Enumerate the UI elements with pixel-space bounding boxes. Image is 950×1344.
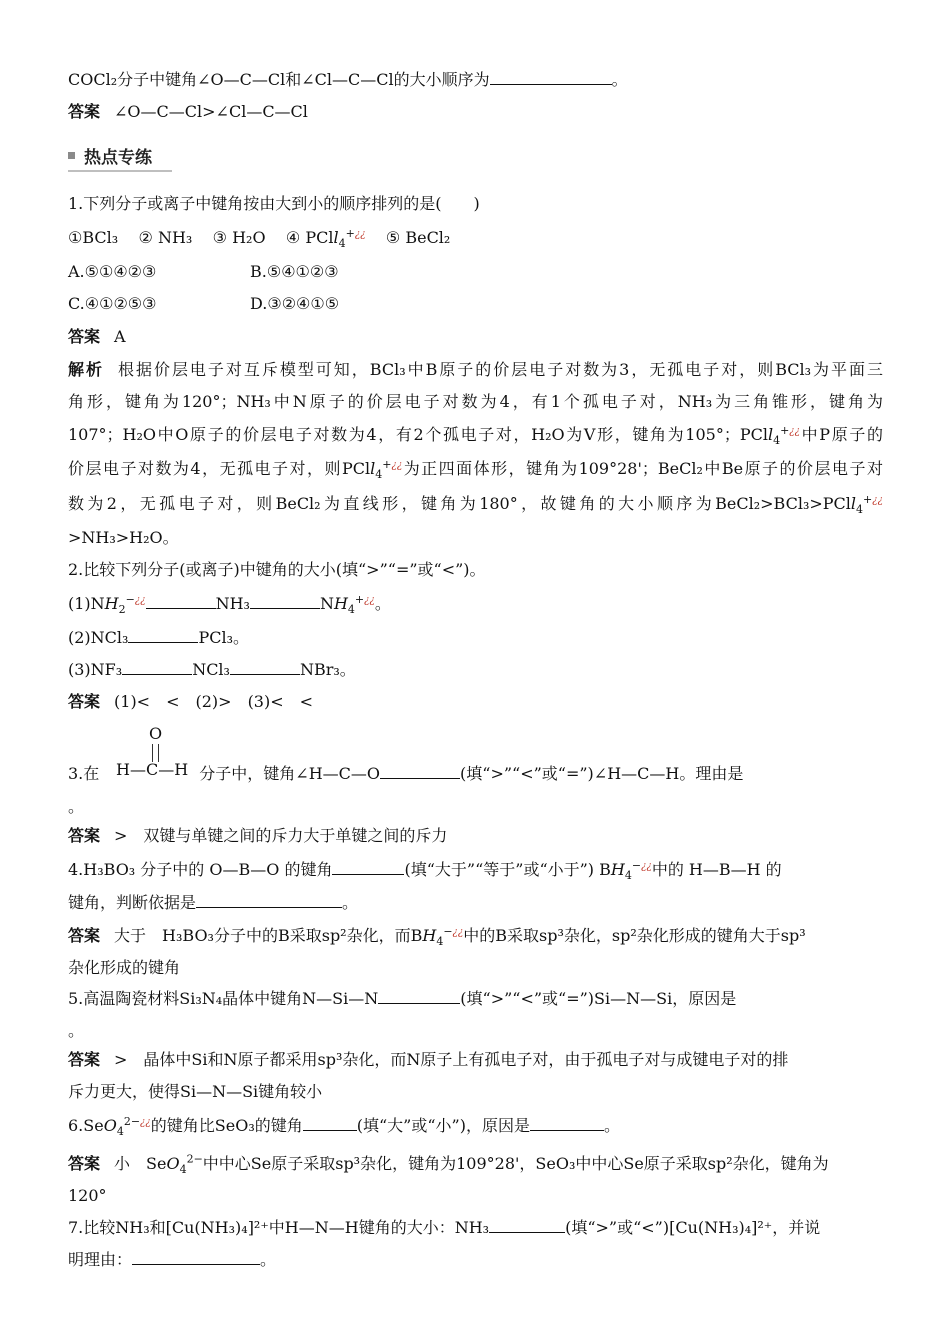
coc-question: COCl₂分子中键角∠O—C—Cl和∠Cl—C—Cl的大小顺序为 。 [68, 70, 628, 89]
q2-answer: 答案 (1)< < (2)> (3)< < [68, 692, 314, 711]
q1-options-ab [68, 262, 883, 282]
q5-stem: 5.高温陶瓷材料Si₃N₄晶体中键角N—Si—N (填“>”“<”或“=”)Si—N—Si，原因是 [68, 989, 737, 1008]
q2-stem: 2.比较下列分子(或离子)中键角的大小(填“>”“=”或“<”)。 [68, 560, 486, 579]
q7-stem: 7.比较NH₃和[Cu(NH₃)₄]²⁺中H—N—H键角的大小：NH₃ (填“>”或“<”)[Cu(NH₃)₄]²⁺，并说 [68, 1218, 821, 1237]
q4-stem: 4.H₃BO₃ 分子中的 O—B—O 的键角 (填“大于”“等于”或“小于”) $BH_4^{-¿¿}$中的 H—B—H 的 [68, 858, 782, 883]
q1-stem: 1.下列分子或离子中键角按由大到小的顺序排列的是( ) [68, 194, 480, 213]
option-a: A.⑤①④②③ [68, 262, 157, 281]
coc-answer: 答案 ∠O—C—Cl>∠Cl—C—Cl [68, 102, 308, 121]
answer-label: 答案 [68, 102, 101, 121]
q6-answer-2: 120° [68, 1186, 107, 1205]
q3-stem-end: 。 [68, 797, 85, 816]
q1-answer: 答案 A [68, 327, 126, 346]
q1-analysis-3: 107°；H₂O中O原子的价层电子对数为4，有2个孤电子对，H₂O为V形，键角为105°；PCll$_4$+¿¿中P原子的 [68, 423, 883, 448]
q4-stem-2: 键角，判断依据是 。 [68, 893, 359, 912]
option-d: D.③②④①⑤ [250, 294, 340, 313]
q5-answer-2: 斥力更大，使得Si—N—Si键角较小 [68, 1082, 323, 1101]
q1-items: ①BCl₃ ② NH₃ ③ H₂O ④ PCll$_4$+¿¿ ⑤ BeCl₂ [68, 226, 451, 251]
q3-stem: 3.在 分子中，键角∠H—C—O (填“>”“<”或“=”)∠H—C—H。理由是 [68, 764, 744, 783]
answer-blank [490, 70, 612, 85]
section-bullet-icon [68, 152, 75, 159]
q1-analysis-4: 价层电子对数为4，无孤电子对，则PCll$_4$+¿¿为正四面体形，键角为109°28'；BeCl₂中Be原子的价层电子对 [68, 457, 883, 482]
q1-analysis-6: >NH₃>H₂O。 [68, 528, 179, 547]
q5-stem-end: 。 [68, 1021, 85, 1040]
q1-analysis-1: 解析 根据价层电子对互斥模型可知，BCl₃中B原子的价层电子对数为3，无孤电子对，则BCl₃为平面三 [68, 360, 883, 379]
q5-answer-1: 答案 > 晶体中Si和N原子都采用sp³杂化，而N原子上有孤电子对，由于孤电子对与成键电子对的排 [68, 1050, 789, 1069]
q1-analysis-5: 数为2，无孤电子对，则BeCl₂为直线形，键角为180°，故键角的大小顺序为BeCl₂>BCl₃>PCll$_4$+¿¿ [68, 492, 883, 517]
q6-answer-1: 答案 小 SeO$_4^{2-}$中中心Se原子采取sp³杂化，键角为109°28'，SeO₃中中心Se原子采取sp²杂化，键角为 [68, 1152, 829, 1177]
option-c: C.④①②⑤③ [68, 294, 157, 313]
q1-analysis-2: 角形，键角为120°；NH₃中N原子的价层电子对数为4，有1个孤电子对，NH₃为三角锥形，键角为 [68, 392, 883, 411]
option-b: B.⑤④①②③ [250, 262, 339, 281]
q1-options-cd [68, 294, 883, 314]
section-title: 热点专练 [84, 148, 152, 168]
formaldehyde-structure: O H—C—H [116, 724, 189, 779]
q2-part2: (2)NCl₃ PCl₃。 [68, 628, 249, 647]
q7-stem-2: 明理由： 。 [68, 1250, 277, 1269]
q4-answer-2: 杂化形成的键角 [68, 958, 181, 977]
q2-part3: (3)NF₃ NCl₃ NBr₃。 [68, 660, 356, 679]
section-header [68, 142, 172, 172]
q4-answer-1: 答案 大于 H₃BO₃分子中的B采取sp²杂化，而$BH_4^{-¿¿}$中的B采取sp³杂化，sp²杂化形成的键角大于sp³ [68, 924, 806, 949]
q3-answer: 答案 > 双键与单键之间的斥力大于单键之间的斥力 [68, 826, 448, 845]
q2-part1: $(1)NH_2^{-¿¿}$ NH₃ $NH_4^{+¿¿}$。 [68, 592, 391, 617]
q6-stem: 6.SeO$_4^{2-¿¿}$的键角比SeO₃的键角 (填“大”或“小”)，原因是 。 [68, 1114, 620, 1139]
